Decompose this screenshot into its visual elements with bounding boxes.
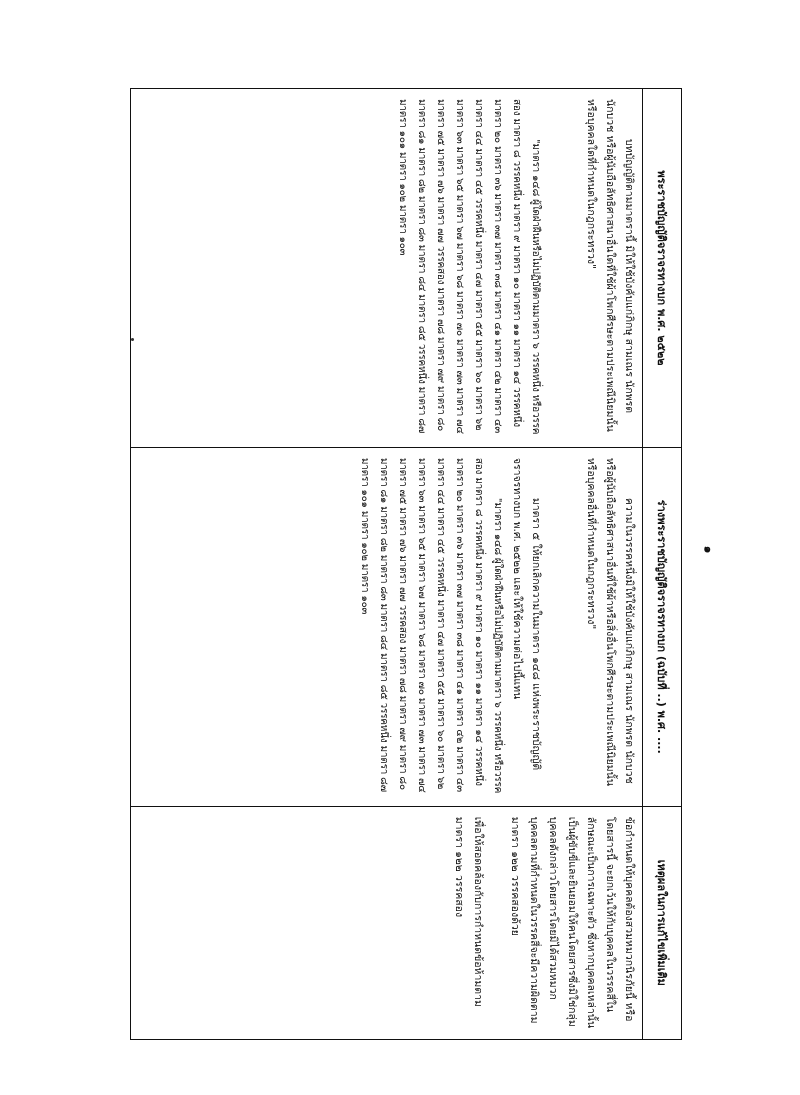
draft-law-paragraph-1: ความในวรรคหนึ่งมิให้ใช้บังคับแก่ภิกษุ สามเณร นักพรต นักบวช หรือผู้นับถือลัทธิศาสนาอื่นที่ใช้ผ้าหรือสิ่งอื่นโพกศีรษะตามประเพณีนิยมนั้น หรือบุคคลอื่นที่กำหนดในกฎกระทรวง" [585,457,635,786]
cell-draft-law [131,447,643,806]
table-header-row [643,89,682,1040]
table-row [131,89,643,1040]
reason-paragraph-2: เพื่อให้สอดคล้องกับการกำหนดข้อห้ามตามมาตรา ๑๒๒ วรรคสอง [453,816,484,1007]
cell-reason [131,806,643,1039]
draft-law-paragraph-2: มาตรา ๕ ให้ยกเลิกความในมาตรา ๑๔๘ แห่งพระราชบัญญัติจราจรทางบก พ.ศ. ๒๕๒๒ และให้ใช้ความต่อไปนี้แทน [511,457,542,771]
rotated-page [130,88,682,1040]
draft-law-paragraph-3: "มาตรา ๑๔๘ ผู้ใดฝ่าฝืนหรือไม่ปฏิบัติตามมาตรา ๖ วรรคหนึ่ง หรือวรรคสอง มาตรา ๘ วรรคหนึ่ง มาตรา ๙ มาตรา ๑๐ มาตรา ๑๑ มาตรา ๑๔ วรรคหนึ่ง มาตรา ๒๐ มาตรา ๓๖ มาตรา ๓๗ มาตรา ๓๘ มาตรา ๔๑ มาตรา ๔๒ มาตรา ๔๓ มาตรา ๔๔ มาตรา ๔๕ วรรคหนึ่ง มาตรา ๔๗ มาตรา ๕๕ มาตรา ๖๐ มาตรา ๖๒ มาตรา ๖๓ มาตรา ๖๕ มาตรา ๖๗ มาตรา ๖๘ มาตรา ๗๐ มาตรา ๗๓ มาตรา ๗๔ มาตรา ๗๕ มาตรา ๗๖ มาตรา ๗๗ วรรคสอง มาตรา ๗๘ มาตรา ๗๙ มาตรา ๘๐ มาตรา ๘๑ มาตรา ๘๒ มาตรา ๘๓ มาตรา ๘๔ มาตรา ๘๕ วรรคหนึ่ง มาตรา ๘๗ มาตรา ๑๐๑ มาตรา ๑๐๒ มาตรา ๑๐๓ [359,457,503,794]
page-number: ๑ [701,545,716,554]
header-reason: เหตุผลในการแก้ไขเพิ่มเติม [643,806,682,1039]
cell-current-law [131,89,643,448]
header-current-law: พระราชบัญญัติจราจรทางบก พ.ศ. ๒๕๒๒ [643,89,682,448]
comparison-table [130,88,682,1040]
reason-paragraph-1: ข้อกำหนดให้บุคคลต้องสวมหมวกนิรภัยนี้ หรือโดยสารนี้ จะยกเว้นให้กับบุคคลในวรรคสี่ในลักษณะเป็นการเฉพาะตัว ซึ่งหากบุคคลเหล่านั้นเป็นผู้ขับขี่และยินยอมให้คนโดยสารซึ่งมิใช่กลุ่มบุคคลดังกล่าวโดยสารโดยมิได้สวมหมวก บุคคลตามที่กำหนดในวรรคสี่จะมีความผิดตามมาตรา ๑๒๒ วรรคสองด้วย [509,816,635,1029]
header-draft-law: ร่างพระราชบัญญัติจราจรทางบก (ฉบับที่ ..) พ.ศ. .... [643,447,682,806]
current-law-paragraph-2: "มาตรา ๑๔๘ ผู้ใดฝ่าฝืนหรือไม่ปฏิบัติตามมาตรา ๖ วรรคหนึ่ง หรือวรรคสอง มาตรา ๘ วรรคหนึ่ง มาตรา ๙ มาตรา ๑๐ มาตรา ๑๑ มาตรา ๑๔ วรรคหนึ่ง มาตรา ๒๐ มาตรา ๓๖ มาตรา ๓๗ มาตรา ๓๘ มาตรา ๔๑ มาตรา ๔๒ มาตรา ๔๓ มาตรา ๔๔ มาตรา ๔๕ วรรคหนึ่ง มาตรา ๔๗ มาตรา ๕๕ มาตรา ๖๐ มาตรา ๖๒ มาตรา ๖๓ มาตรา ๖๕ มาตรา ๖๗ มาตรา ๖๘ มาตรา ๗๐ มาตรา ๗๓ มาตรา ๗๔ มาตรา ๗๕ มาตรา ๗๖ มาตรา ๗๗ วรรคสอง มาตรา ๗๘ มาตรา ๗๙ มาตรา ๘๐ มาตรา ๘๑ มาตรา ๘๒ มาตรา ๘๓ มาตรา ๘๔ มาตรา ๘๕ วรรคหนึ่ง มาตรา ๘๗ มาตรา ๑๐๑ มาตรา ๑๐๒ มาตรา ๑๐๓ [397,99,541,435]
current-law-paragraph-1: บทบัญญัติตามมาตรานี้ มิให้ใช้บังคับแก่ภิกษุ สามเณร นักพรต นักบวช หรือผู้นับถือลัทธิศาสนาอื่นใดที่ใช้ผ้าโพกศีรษะตามประเพณีนิยมนั้น หรือบุคคลใดที่กำหนดในกฎกระทรวง" [585,99,635,432]
